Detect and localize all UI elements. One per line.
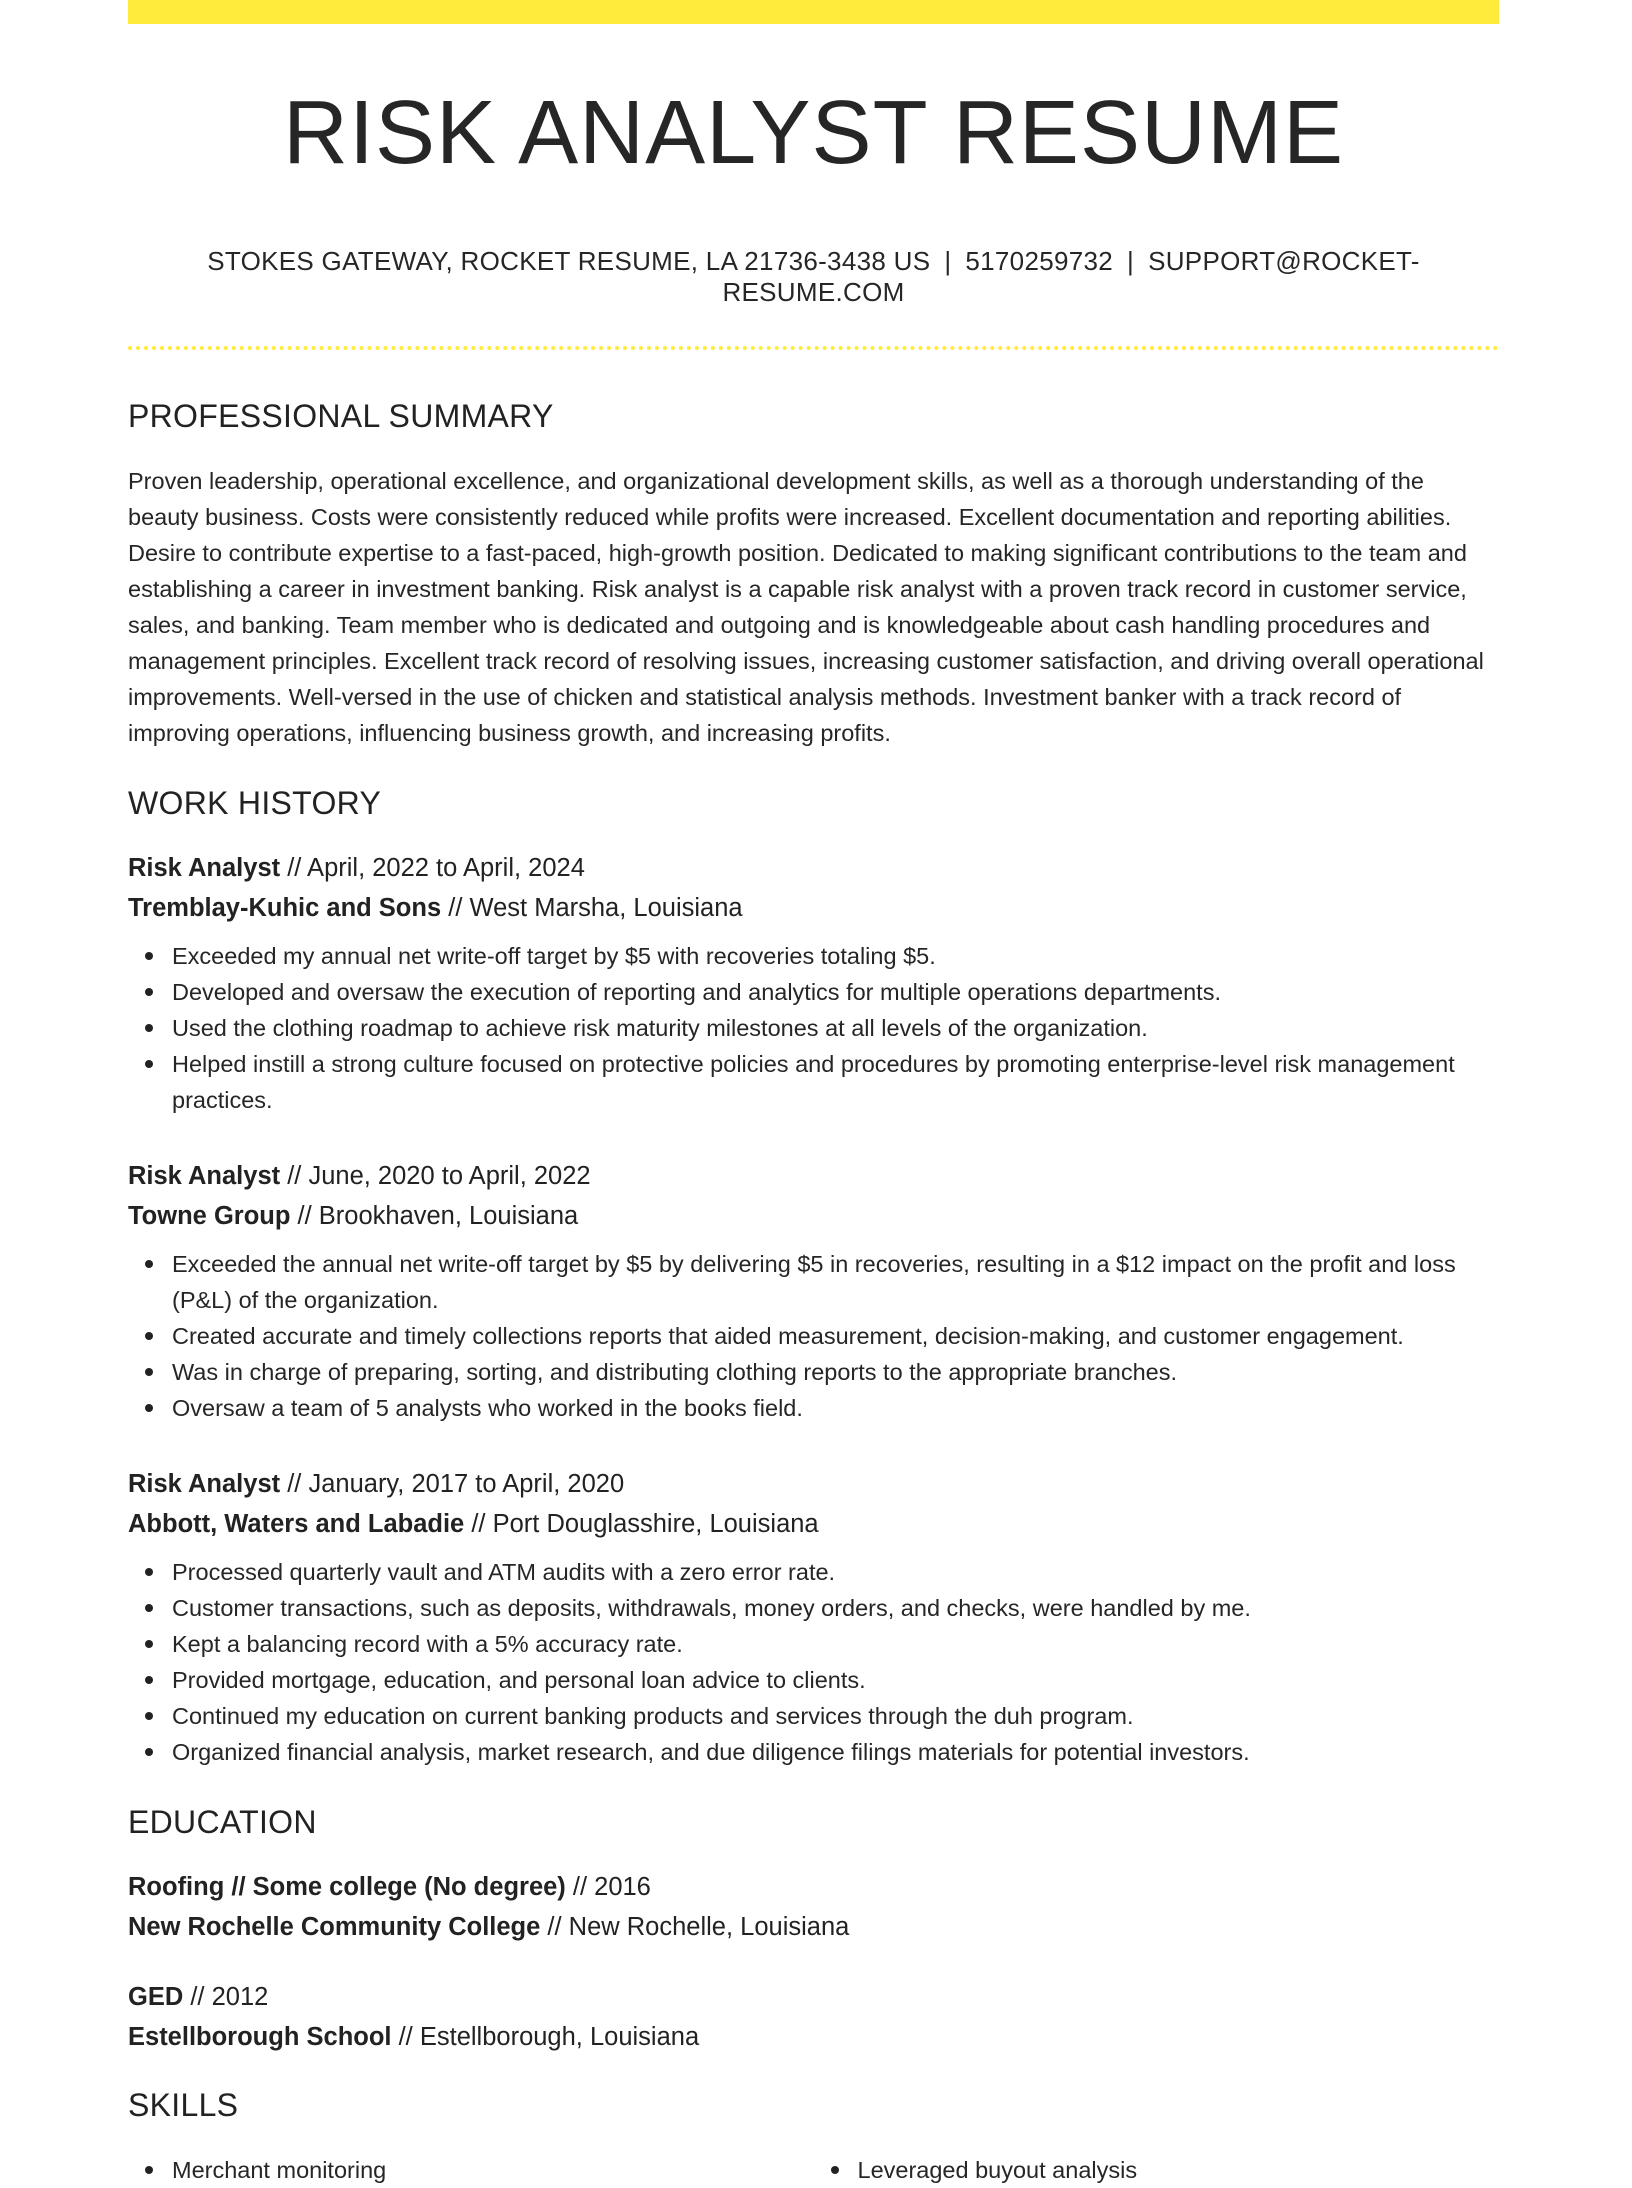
- education-year: // 2012: [183, 1982, 269, 2011]
- contact-separator: |: [944, 245, 952, 276]
- job-company: Abbott, Waters and Labadie: [128, 1509, 465, 1538]
- job-entry: [128, 1156, 1499, 1426]
- skill-item: Leveraged buyout analysis: [858, 2152, 1500, 2188]
- education-degree: GED: [128, 1982, 184, 2011]
- job-dates: // April, 2022 to April, 2024: [280, 853, 585, 882]
- education-location: // New Rochelle, Louisiana: [540, 1912, 850, 1941]
- summary-text: Proven leadership, operational excellence, and organizational development skills, as well as a thorough understanding of the beauty business. Costs were consistently reduced while profits were increased. Excellent documentation and reporting abilities. Desire to contribute expertise to a fast-paced, high-growth position. Dedicated to making significant contributions to the team and establishing a career in investment banking. Risk analyst is a capable risk analyst with a proven track record in customer service, sales, and banking. Team member who is dedicated and outgoing and is knowledgeable about cash handling procedures and management principles. Excellent track record of resolving issues, increasing customer satisfaction, and driving overall operational improvements. Well-versed in the use of chicken and statistical analysis methods. Investment banker with a track record of improving operations, influencing business growth, and increasing profits.: [128, 467, 1484, 746]
- job-title: Risk Analyst: [128, 1161, 281, 1190]
- education-degree: Roofing // Some college (No degree): [128, 1872, 566, 1901]
- job-bullet: Organized financial analysis, market research, and due diligence filings materials for potential investors.: [172, 1734, 1499, 1770]
- header-divider: [128, 346, 1499, 350]
- job-company-line: [128, 888, 1499, 928]
- job-company: Towne Group: [128, 1201, 291, 1230]
- job-bullet: Created accurate and timely collections reports that aided measurement, decision-making, and customer engagement.: [172, 1318, 1499, 1354]
- education-degree-line: [128, 1867, 1499, 1907]
- job-company-line: [128, 1504, 1499, 1544]
- job-bullet: Kept a balancing record with a 5% accuracy rate.: [172, 1626, 1499, 1662]
- work-history-heading: WORK HISTORY: [128, 784, 382, 821]
- skills-column-left: [128, 2152, 814, 2188]
- education-entry: [128, 1867, 1499, 1947]
- contact-separator: |: [1127, 245, 1135, 276]
- education-school-line: [128, 2017, 1499, 2057]
- job-company: Tremblay-Kuhic and Sons: [128, 893, 442, 922]
- education-location: // Estellborough, Louisiana: [391, 2022, 700, 2051]
- contact-address: STOKES GATEWAY, ROCKET RESUME, LA 21736-3438 US: [207, 245, 931, 276]
- job-location: // Brookhaven, Louisiana: [290, 1201, 579, 1230]
- job-bullet: Continued my education on current banking products and services through the duh program.: [172, 1698, 1499, 1734]
- education-entry: [128, 1977, 1499, 2057]
- job-entry: [128, 1464, 1499, 1770]
- job-entry: [128, 848, 1499, 1118]
- job-title-line: [128, 848, 1499, 888]
- job-bullets: [128, 1554, 1499, 1770]
- job-bullet: Used the clothing roadmap to achieve risk maturity milestones at all levels of the organization.: [172, 1010, 1499, 1046]
- job-title-line: [128, 1464, 1499, 1504]
- job-bullets: [128, 938, 1499, 1118]
- job-title-line: [128, 1156, 1499, 1196]
- job-title: Risk Analyst: [128, 1469, 281, 1498]
- job-bullet: Provided mortgage, education, and personal loan advice to clients.: [172, 1662, 1499, 1698]
- resume-title: RISK ANALYST RESUME: [283, 83, 1344, 183]
- job-bullet: Developed and oversaw the execution of reporting and analytics for multiple operations departments.: [172, 974, 1499, 1010]
- job-dates: // January, 2017 to April, 2020: [280, 1469, 625, 1498]
- summary-heading: PROFESSIONAL SUMMARY: [128, 397, 554, 434]
- education-school: New Rochelle Community College: [128, 1912, 541, 1941]
- job-company-line: [128, 1196, 1499, 1236]
- education-heading: EDUCATION: [128, 1803, 317, 1840]
- education-school-line: [128, 1907, 1499, 1947]
- job-location: // West Marsha, Louisiana: [441, 893, 743, 922]
- job-bullet: Processed quarterly vault and ATM audits with a zero error rate.: [172, 1554, 1499, 1590]
- education-degree-line: [128, 1977, 1499, 2017]
- contact-phone: 5170259732: [965, 245, 1114, 276]
- contact-line: [128, 246, 1499, 308]
- job-bullet: Was in charge of preparing, sorting, and distributing clothing reports to the appropriate branches.: [172, 1354, 1499, 1390]
- job-location: // Port Douglasshire, Louisiana: [464, 1509, 819, 1538]
- job-dates: // June, 2020 to April, 2022: [280, 1161, 591, 1190]
- skills-heading: SKILLS: [128, 2086, 239, 2123]
- job-bullet: Customer transactions, such as deposits, withdrawals, money orders, and checks, were handled by me.: [172, 1590, 1499, 1626]
- contact-email: SUPPORT@ROCKET-RESUME.COM: [722, 245, 1420, 307]
- job-bullet: Oversaw a team of 5 analysts who worked in the books field.: [172, 1390, 1499, 1426]
- job-bullet: Helped instill a strong culture focused on protective policies and procedures by promoting enterprise-level risk management practices.: [172, 1046, 1499, 1118]
- skills-list: [128, 2152, 1499, 2188]
- resume-page: [128, 0, 1499, 2188]
- job-bullet: Exceeded my annual net write-off target by $5 with recoveries totaling $5.: [172, 938, 1499, 974]
- skills-column-right: [814, 2152, 1500, 2188]
- job-bullet: Exceeded the annual net write-off target by $5 by delivering $5 in recoveries, resulting in a $12 impact on the profit and loss (P&L) of the organization.: [172, 1246, 1499, 1318]
- education-year: // 2016: [565, 1872, 651, 1901]
- job-bullets: [128, 1246, 1499, 1426]
- education-school: Estellborough School: [128, 2022, 392, 2051]
- skill-item: Merchant monitoring: [172, 2152, 814, 2188]
- top-accent-bar: [128, 0, 1499, 24]
- job-title: Risk Analyst: [128, 853, 281, 882]
